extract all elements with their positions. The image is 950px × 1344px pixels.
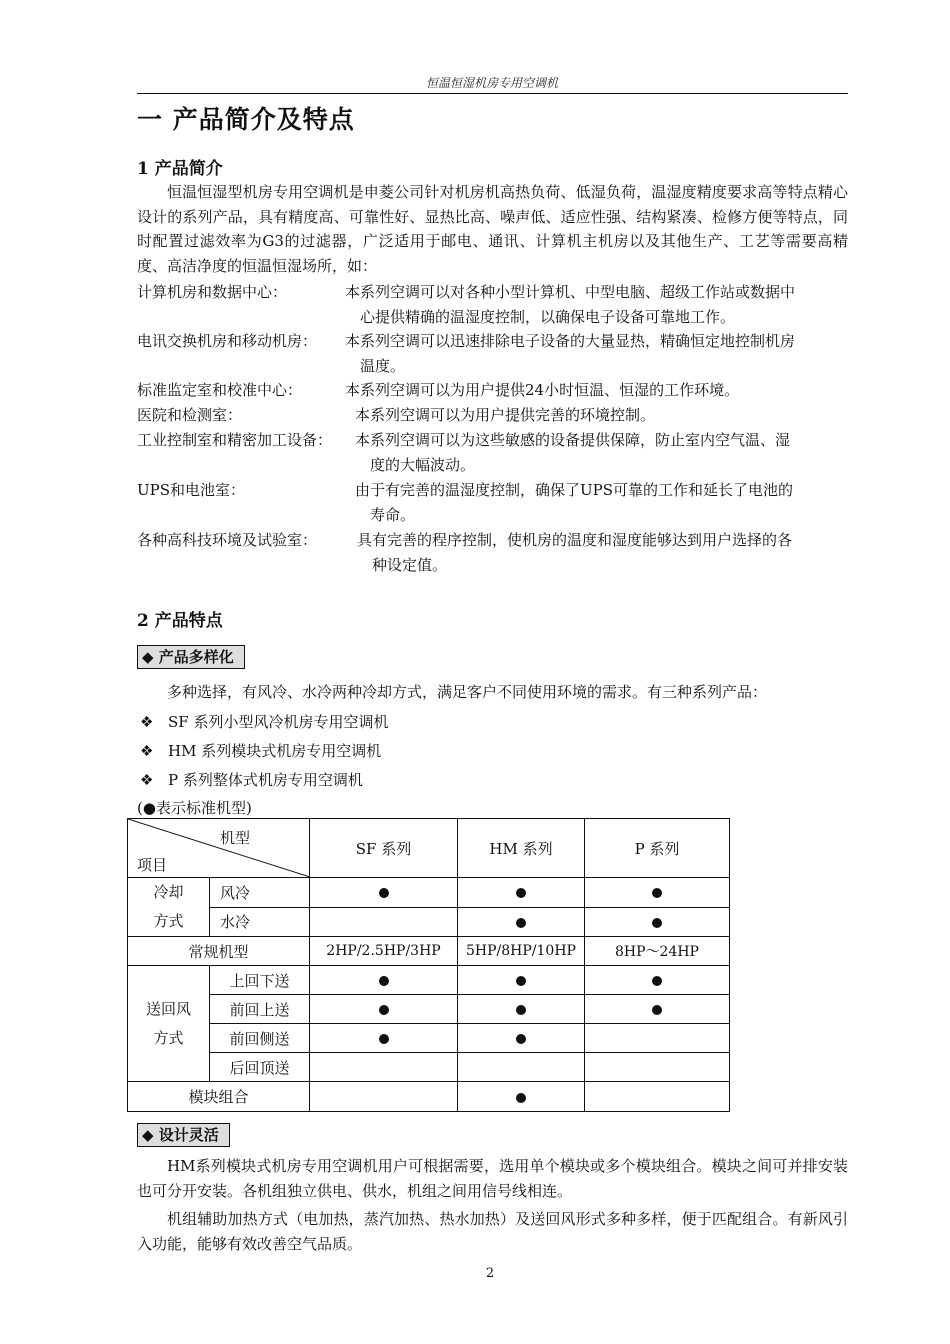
diamond-bullet-icon: ❖ <box>140 771 154 789</box>
standard-model-dot-icon <box>516 918 526 928</box>
row-label: 后回顶送 <box>210 1053 310 1082</box>
application-desc-line: 本系列空调可以为用户提供完善的环境控制。 <box>355 406 656 424</box>
mark-cell <box>585 878 730 908</box>
mark-cell <box>310 907 458 937</box>
mark-cell <box>585 1053 730 1082</box>
feature-tag-flexible: ◆ 设计灵活 <box>137 1123 230 1147</box>
row-label: 前回上送 <box>210 995 310 1024</box>
bullet-text: HM 系列模块式机房专用空调机 <box>168 742 382 760</box>
corner-bottom-label: 项目 <box>137 856 168 874</box>
subsection-title-intro: 1 产品简介 <box>137 159 223 179</box>
bullet-text: SF 系列小型风冷机房专用空调机 <box>168 713 389 731</box>
application-desc-line: 具有完善的程序控制，使机房的温度和湿度能够达到用户选择的各 <box>357 531 793 549</box>
mark-cell <box>310 995 458 1024</box>
mark-cell <box>458 907 585 937</box>
column-header: HM 系列 <box>458 819 585 878</box>
standard-model-dot-icon <box>516 1093 526 1103</box>
standard-model-dot-icon <box>516 1034 526 1044</box>
mark-cell <box>585 1082 730 1112</box>
application-label: 医院和检测室： <box>137 406 243 424</box>
mark-cell <box>310 1053 458 1082</box>
row-label: 常规机型 <box>128 937 310 966</box>
bullet-item <box>140 769 363 790</box>
table-row <box>128 1024 730 1053</box>
column-header: SF 系列 <box>310 819 458 878</box>
row-label: 风冷 <box>210 878 310 908</box>
mark-cell <box>458 1024 585 1053</box>
page-number: 2 <box>485 1266 495 1281</box>
standard-model-dot-icon <box>379 888 389 898</box>
row-group-label: 送回风 <box>145 999 191 1018</box>
application-label: 计算机房和数据中心： <box>137 283 288 301</box>
standard-model-dot-icon <box>652 1005 662 1015</box>
application-desc-line: 度的大幅波动。 <box>370 455 476 474</box>
table-row <box>128 1082 730 1112</box>
application-desc-line: 本系列空调可以为这些敏感的设备提供保障，防止室内空气温、湿 <box>355 431 791 449</box>
application-label: 标准监定室和校准中心： <box>137 381 303 399</box>
table-row <box>128 878 730 908</box>
corner-top-label: 机型 <box>220 829 251 847</box>
standard-model-dot-icon <box>516 888 526 898</box>
application-desc <box>345 378 847 403</box>
bullet-text: P 系列整体式机房专用空调机 <box>168 771 363 789</box>
bullet-item <box>140 740 381 761</box>
standard-model-dot-icon <box>652 976 662 986</box>
application-desc <box>355 403 847 428</box>
mark-cell <box>310 1024 458 1053</box>
standard-model-dot-icon <box>516 1005 526 1015</box>
standard-model-dot-icon <box>652 888 662 898</box>
application-label: 各种高科技环境及试验室： <box>137 531 318 549</box>
mark-cell <box>458 995 585 1024</box>
mark-cell <box>458 1053 585 1082</box>
column-header: P 系列 <box>585 819 730 878</box>
subsection-title-features: 2 产品特点 <box>137 611 223 631</box>
bullet-item <box>140 711 388 732</box>
mark-cell <box>458 1082 585 1112</box>
application-desc-line: 本系列空调可以对各种小型计算机、中型电脑、超级工作站或数据中 <box>345 283 796 301</box>
application-desc-line: 心提供精确的温湿度控制，以确保电子设备可靠地工作。 <box>360 307 736 326</box>
application-label: 电讯交换机房和移动机房： <box>137 332 318 350</box>
application-desc-line: 由于有完善的温湿度控制，确保了UPS可靠的工作和延长了电池的 <box>355 481 794 499</box>
mark-cell <box>458 966 585 995</box>
mark-cell <box>310 878 458 908</box>
table-row <box>128 937 730 966</box>
diamond-bullet-icon: ❖ <box>140 742 154 760</box>
table-header-row <box>128 819 730 878</box>
application-desc-line: 寿命。 <box>370 505 416 524</box>
feature-tag-diversity: ◆ 产品多样化 <box>137 645 245 669</box>
mark-cell <box>458 878 585 908</box>
application-desc-line: 本系列空调可以为用户提供24小时恒温、恒湿的工作环境。 <box>345 381 740 399</box>
feature-diversity-paragraph: 多种选择，有风冷、水冷两种冷却方式，满足客户不同使用环境的需求。有三种系列产品： <box>167 683 768 701</box>
model-cell: 8HP～24HP <box>585 937 730 966</box>
application-desc-line: 温度。 <box>360 356 406 375</box>
running-header: 恒温恒湿机房专用空调机 <box>425 76 558 90</box>
table-legend: (●表示标准机型) <box>137 799 252 817</box>
application-desc-line: 种设定值。 <box>372 555 448 574</box>
model-cell: 5HP/8HP/10HP <box>458 937 585 966</box>
application-label: 工业控制室和精密加工设备： <box>137 431 333 449</box>
standard-model-dot-icon <box>379 1005 389 1015</box>
mark-cell <box>310 966 458 995</box>
application-desc <box>357 528 847 577</box>
mark-cell <box>585 907 730 937</box>
intro-paragraph: 恒温恒湿型机房专用空调机是申菱公司针对机房机高热负荷、低湿负荷，温湿度精度要求高等特点精心设计的系列产品，具有精度高、可靠性好、显热比高、噪声低、适应性强、结构紧凑、检修方便等特点，同时配置过滤效率为G3的过滤器，广泛适用于邮电、通讯、计算机主机房以及其他生产、工艺等需要高精度、高洁净度的恒温恒湿场所，如： <box>137 183 848 275</box>
row-label: 水冷 <box>210 907 310 937</box>
row-group-label: 方式 <box>153 912 184 930</box>
application-desc-line: 本系列空调可以迅速排除电子设备的大量显热，精确恒定地控制机房 <box>345 332 796 350</box>
standard-model-dot-icon <box>652 918 662 928</box>
application-desc <box>345 280 847 329</box>
mark-cell <box>585 995 730 1024</box>
application-desc <box>345 329 847 378</box>
header-rule <box>137 93 848 94</box>
standard-model-dot-icon <box>379 1034 389 1044</box>
table-row <box>128 966 730 995</box>
diamond-bullet-icon: ❖ <box>140 713 154 731</box>
model-cell: 2HP/2.5HP/3HP <box>310 937 458 966</box>
mark-cell <box>310 1082 458 1112</box>
table-row <box>128 907 730 937</box>
row-group-label: 冷却 <box>153 883 184 901</box>
feature-flexible-paragraph-2: 机组辅助加热方式（电加热，蒸汽加热、热水加热）及送回风形式多种多样，便于匹配组合。有新风引入功能，能够有效改善空气品质。 <box>137 1210 848 1253</box>
application-label: UPS和电池室： <box>137 481 246 499</box>
row-label: 模块组合 <box>128 1082 310 1112</box>
row-group-airflow <box>128 966 210 1082</box>
application-desc <box>355 478 847 527</box>
section-title: 一 产品简介及特点 <box>137 105 355 134</box>
mark-cell <box>585 1024 730 1053</box>
feature-flexible-paragraph: HM系列模块式机房专用空调机用户可根据需要，选用单个模块或多个模块组合。模块之间可并排安装也可分开安装。各机组独立供电、供水，机组之间用信号线相连。 <box>137 1157 848 1200</box>
row-label: 上回下送 <box>210 966 310 995</box>
standard-model-dot-icon <box>379 976 389 986</box>
table-row <box>128 1053 730 1082</box>
corner-cell <box>128 819 310 878</box>
standard-model-dot-icon <box>516 976 526 986</box>
row-label: 前回侧送 <box>210 1024 310 1053</box>
application-desc <box>355 428 847 477</box>
spec-table <box>127 818 730 1112</box>
table-row <box>128 995 730 1024</box>
row-group-label: 方式 <box>153 1028 184 1047</box>
mark-cell <box>585 966 730 995</box>
row-group-cooling <box>128 878 210 937</box>
